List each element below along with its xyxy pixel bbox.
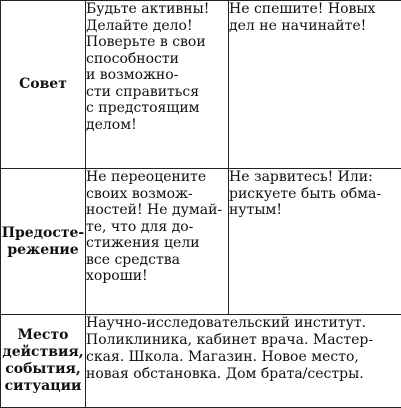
text-line: Поликлиника, кабинет врача. Мастер- [86,332,401,349]
text-line: те, что для до- [86,219,228,236]
row-label-warning [1,169,86,315]
row-label-places [1,315,86,408]
text-line: Не спешите! Новых [229,1,401,18]
text-line: Будьте активны! [86,1,228,18]
text-line: и возможно- [86,67,228,84]
label-line: Совет [1,76,85,93]
row-label-advice [1,1,86,169]
text-line: сти справиться [86,84,228,101]
text-line: ская. Школа. Магазин. Новое место, [86,349,401,366]
label-line: режение [1,242,85,259]
text-line: Делайте дело! [86,18,228,35]
text-line: с предстоящим [86,100,228,117]
text-line: Не переоцените [86,169,228,186]
text-line: дел не начинайте! [229,18,401,35]
text-line: Научно-исследовательский институт. [86,315,401,332]
text-line: нутым! [229,202,401,219]
text-line: хороши! [86,268,228,285]
table-row-warning [1,169,401,315]
text-line: способности [86,51,228,68]
label-line: Предосте- [1,225,85,242]
text-line: своих возмож- [86,186,228,203]
text-line: делом! [86,117,228,134]
label-line: события, [1,361,85,378]
text-line: Поверьте в свои [86,34,228,51]
text-line: рискуете быть обма- [229,186,401,203]
advice-text-wait [229,1,401,169]
label-line: ситуации [1,378,85,395]
advice-text-active [86,1,229,169]
text-line: стижения цели [86,235,228,252]
text-line: Не зарвитесь! Или: [229,169,401,186]
places-text [86,315,401,408]
table-row-places [1,315,401,408]
text-line: все средства [86,252,228,269]
label-line: действия, [1,344,85,361]
text-line: новая обстановка. Дом брата/сестры. [86,366,401,383]
label-line: Место [1,327,85,344]
warning-text-overreach [229,169,401,315]
text-line: ностей! Не думай- [86,202,228,219]
warning-text-overestimate [86,169,229,315]
table-row-advice [1,1,401,169]
